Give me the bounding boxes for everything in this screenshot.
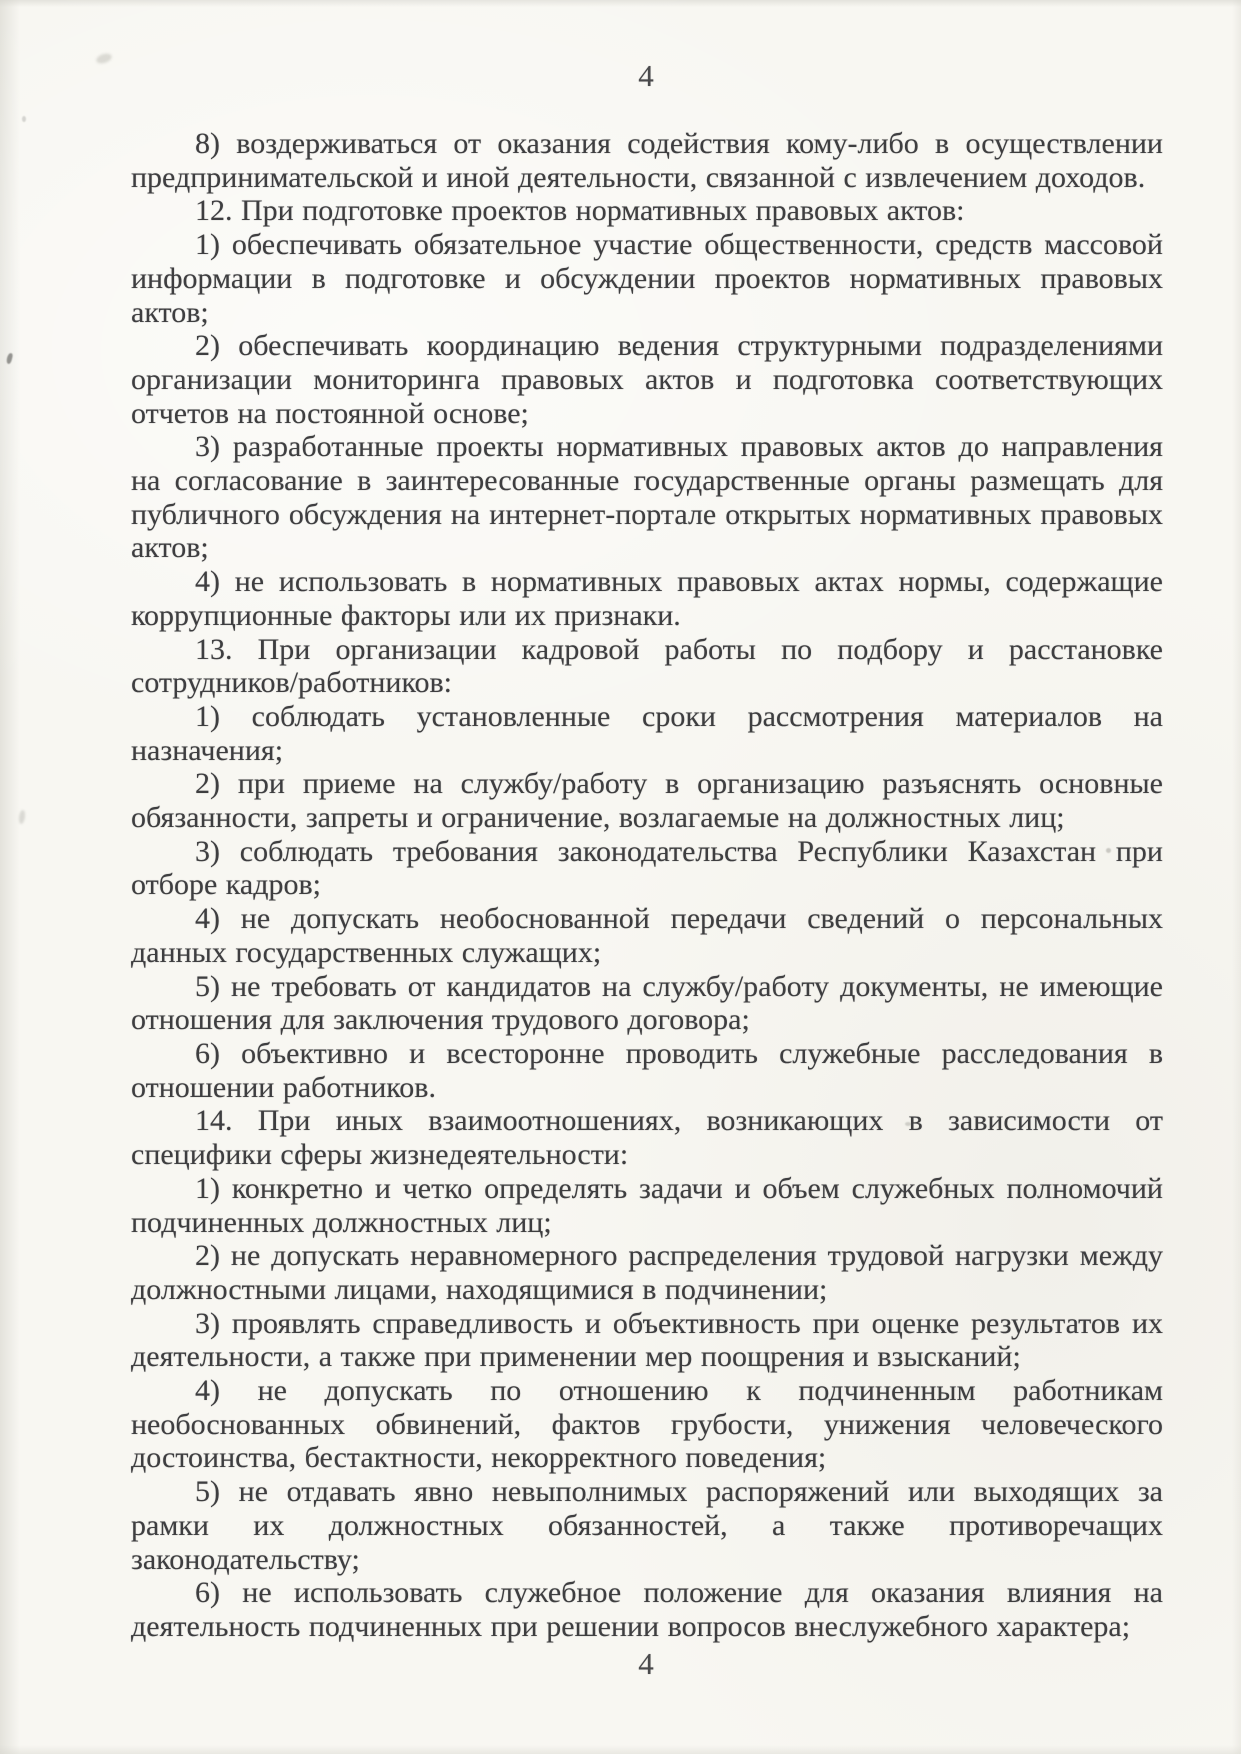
document-paragraph: 4) не допускать необоснованной передачи сведений о персональных данных государственных служащих; [131, 902, 1163, 969]
scan-artifact [905, 1122, 911, 1126]
document-paragraph: 3) соблюдать требования законодательства Республики Казахстан при отборе кадров; [131, 834, 1163, 902]
page-number-top: 4 [638, 58, 654, 93]
scan-artifact [1106, 848, 1111, 853]
document-text [131, 127, 1163, 1644]
document-paragraph: 1) конкретно и четко определять задачи и объем служебных полномочий подчиненных должностных лиц; [131, 1171, 1163, 1239]
document-paragraph: 2) обеспечивать координацию ведения структурными подразделениями организации мониторинга правовых актов и подготовка соответствующих отчетов на постоянной основе; [131, 329, 1163, 430]
scan-artifact [22, 116, 26, 122]
scan-artifact [95, 52, 113, 66]
document-paragraph: 12. При подготовке проектов нормативных правовых актов: [195, 194, 965, 228]
document-paragraph: 13. При организации кадровой работы по подбору и расстановке сотрудников/работников: [131, 632, 1163, 700]
document-paragraph: 4) не допускать по отношению к подчиненным работникам необоснованных обвинений, фактов грубости, унижения человеческого достоинства, бестактности, некорректного поведения; [131, 1374, 1163, 1475]
document-paragraph: 5) не отдавать явно невыполнимых распоряжений или выходящих за рамки их должностных обязанностей, а также противоречащих законодательству; [131, 1475, 1163, 1576]
document-paragraph: 3) проявлять справедливость и объективность при оценке результатов их деятельности, а также при применении мер поощрения и взысканий; [131, 1306, 1163, 1374]
document-paragraph: 6) объективно и всесторонне проводить служебные расследования в отношении работников. [131, 1036, 1163, 1104]
document-paragraph: 1) обеспечивать обязательное участие общественности, средств массовой информации в подготовке и обсуждении проектов нормативных правовых актов; [131, 228, 1163, 329]
scan-artifact [6, 353, 14, 365]
document-paragraph: 2) не допускать неравномерного распределения трудовой нагрузки между должностными лицами, находящимися в подчинении; [131, 1239, 1163, 1306]
document-paragraph: 6) не использовать служебное положение для оказания влияния на деятельность подчиненных при решении вопросов внеслужебного характера; [131, 1576, 1163, 1643]
document-paragraph: 4) не использовать в нормативных правовых актах нормы, содержащие коррупционные факторы или их признаки. [131, 565, 1163, 632]
document-paragraph: 8) воздерживаться от оказания содействия кому-либо в осуществлении предпринимательской и иной деятельности, связанной с извлечением доходов. [131, 127, 1163, 194]
document-paragraph: 14. При иных взаимоотношениях, возникающих в зависимости от специфики сферы жизнедеятельности: [131, 1104, 1163, 1172]
scan-artifact [18, 810, 26, 825]
page-number-bottom: 4 [638, 1646, 654, 1681]
document-paragraph: 2) при приеме на службу/работу в организацию разъяснять основные обязанности, запреты и ограничение, возлагаемые на должностных лиц; [131, 767, 1163, 835]
document-paragraph: 5) не требовать от кандидатов на службу/работу документы, не имеющие отношения для заключения трудового договора; [131, 969, 1163, 1037]
scan-artifact [199, 515, 204, 520]
document-paragraph: 3) разработанные проекты нормативных правовых актов до направления на согласование в заинтересованные государственные органы размещать для публичного обсуждения на интернет-портале открытых нормативных правовых актов; [131, 430, 1163, 565]
document-paragraph: 1) соблюдать установленные сроки рассмотрения материалов на назначения; [131, 699, 1163, 767]
